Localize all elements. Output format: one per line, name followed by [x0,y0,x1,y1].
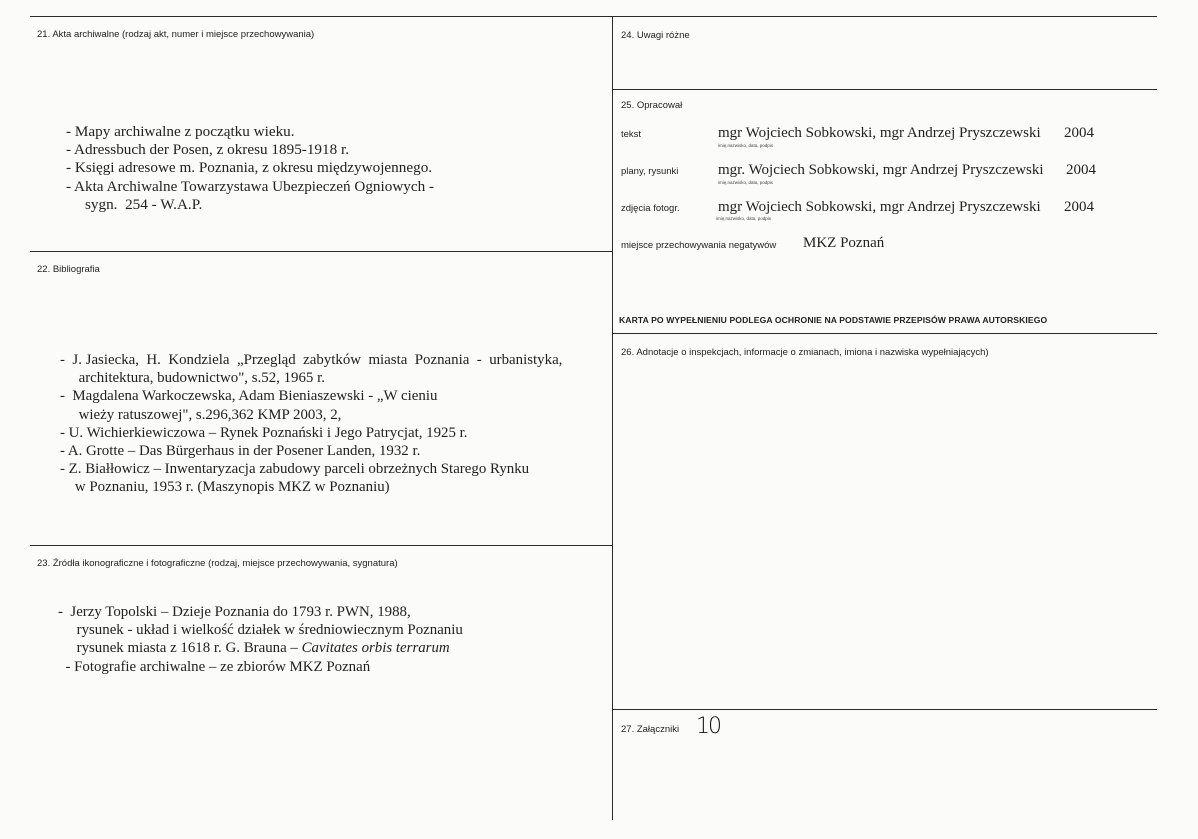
negatives-value: MKZ Poznań [803,235,885,251]
list-item: - Magdalena Warkoczewska, Adam Bieniaszewski - „W cieniu [60,388,438,405]
list-item: rysunek - układ i wielkość działek w średniowiecznym Poznaniu [58,622,463,639]
list-item: - Fotografie archiwalne – ze zbiorów MKZ Poznań [58,658,371,675]
list-item: - Akta Archiwalne Towarzystawa Ubezpieczeń Ogniowych - [66,177,435,195]
top-border [30,16,1157,17]
section-26-label: 26. Adnotacje o inspekcjach, informacje o zmianach, imiona i nazwiska wypełniających) [621,347,989,358]
negatives-label: miejsce przechowywania negatywów [621,240,777,251]
field-label-drawings: plany, rysunki [621,166,679,177]
author-value-drawings: mgr. Wojciech Sobkowski, mgr Andrzej Pryszczewski [718,162,1044,178]
list-item: - U. Wichierkiewiczowa – Rynek Poznański i Jego Patrycjat, 1925 r. [60,424,468,441]
list-item: wieży ratuszowej", s.296,362 KMP 2003, 2, [60,406,342,423]
list-item: sygn. 254 - W.A.P. [66,195,203,213]
list-item: w Poznaniu, 1953 r. (Maszynopis MKZ w Poznaniu) [60,479,390,496]
list-item: - J. Jasiecka, H. Kondziela „Przegląd zabytków miasta Poznania - urbanistyka, [60,352,563,368]
field-label-text: tekst [621,129,642,140]
section-21-label: 21. Akta archiwalne (rodzaj akt, numer i miejsce przechowywania) [37,29,315,40]
list-item [58,639,463,657]
section-27-label: 27. Załączniki [621,724,680,735]
author-value-text: mgr Wojciech Sobkowski, mgr Andrzej Pryszczewski [718,125,1041,141]
divider-26-27 [613,709,1157,710]
hint-text: imię,nazwisko, data, podpis [718,143,774,148]
bibliography-list [60,351,562,497]
attachments-count: 10 [696,714,720,739]
copyright-notice: KARTA PO WYPEŁNIENIU PODLEGA OCHRONIE NA PODSTAWIE PRZEPISÓW PRAWA AUTORSKIEGO [619,315,1048,325]
section-23-label: 23. Źródła ikonograficzne i fotograficzne (rodzaj, miejsce przechowywania, sygnatura) [37,558,398,569]
list-item: - Księgi adresowe m. Poznania, z okresu międzywojennego. [66,159,433,177]
field-label-photos: zdjęcia fotogr. [621,203,680,214]
list-item: - Mapy archiwalne z początku wieku. [66,123,295,140]
year-value-text: 2004 [1064,125,1094,141]
list-item: - Adressbuch der Posen, z okresu 1895-1918 r. [66,141,350,159]
iconography-list [58,603,463,676]
list-item: - Z. Białłowicz – Inwentaryzacja zabudowy parceli obrzeżnych Starego Rynku [60,461,530,478]
section-25-label: 25. Opracował [621,100,683,111]
list-item: - Jerzy Topolski – Dzieje Poznania do 1793 r. PWN, 1988, [58,604,411,620]
divider-25-26 [613,333,1157,334]
hint-text: imię,nazwisko, data, podpis [718,180,774,185]
divider-22-23 [30,545,613,546]
section-24-label: 24. Uwagi różne [621,30,690,41]
hint-text: imię,nazwisko, data, podpis [716,216,772,221]
year-value-photos: 2004 [1064,199,1094,215]
year-value-drawings: 2004 [1066,162,1096,178]
list-item: architektura, budownictwo", s.52, 1965 r. [60,370,325,387]
column-divider [612,16,613,820]
item-text: rysunek miasta z 1618 r. G. Brauna – [58,640,302,657]
item-title-italic: Cavitates orbis terrarum [301,640,450,657]
list-item: - A. Grotte – Das Bürgerhaus in der Posener Landen, 1932 r. [60,443,421,460]
section-22-label: 22. Bibliografia [37,264,100,275]
archival-records-list [66,123,434,214]
divider-24-25 [613,89,1157,90]
divider-21-22 [30,251,613,252]
author-value-photos: mgr Wojciech Sobkowski, mgr Andrzej Pryszczewski [718,199,1041,215]
